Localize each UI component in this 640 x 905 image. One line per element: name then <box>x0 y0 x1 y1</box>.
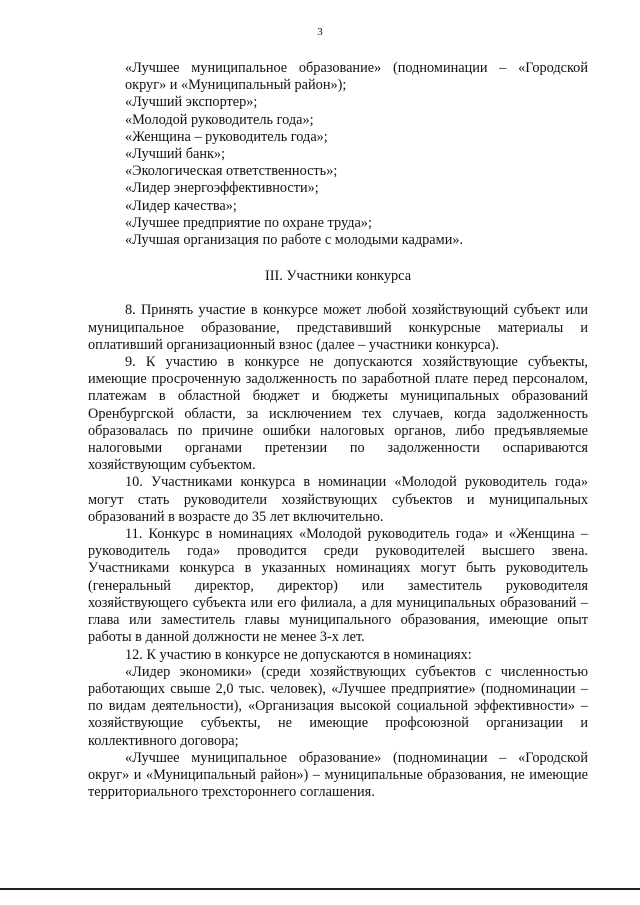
paragraph-10: 10. Участниками конкурса в номинации «Молодой руководитель года» могут стать руководители хозяйствующих субъектов и муниципальных образований в возрасте до 35 лет включительно. <box>88 474 588 525</box>
paragraph-11: 11. Конкурс в номинациях «Молодой руководитель года» и «Женщина – руководитель года» проводится среди руководителей высшего звена. Участниками конкурса в указанных номинациях могут быть руководитель (генеральный директор, директор) или заместитель руководителя хозяйствующего субъекта или его филиала, а для муниципальных образований – глава или заместитель главы муниципального образования, имеющие опыт работы в данной должности не менее 3-х лет. <box>88 526 588 646</box>
list-item: «Лучшая организация по работе с молодыми кадрами». <box>125 232 464 249</box>
list-item: «Лучший банк»; <box>125 146 226 163</box>
paragraph-12-item-2: «Лучшее муниципальное образование» (подноминации – «Городской округ» и «Муниципальный район») – муниципальные образования, не имеющие территориального трехстороннего соглашения. <box>88 749 588 801</box>
paragraph-9: 9. К участию в конкурсе не допускаются хозяйствующие субъекты, имеющие просроченную задолженность по заработной плате перед персоналом, платежам в областной бюджет и бюджеты муниципальных образований Оренбургской области, за исключением тех случаев, когда задолженность образовалась по причине ошибки налоговых органов, либо предъявляемые налоговыми органами претензии по задолженности оспариваются хозяйствующим субъектом. <box>88 354 588 474</box>
list-item: «Экологическая ответственность»; <box>125 163 338 180</box>
list-item: «Женщина – руководитель года»; <box>125 128 328 145</box>
list-item: «Лучший экспортер»; <box>125 94 258 111</box>
page-number: 3 <box>317 26 323 38</box>
section-heading: III. Участники конкурса <box>264 268 412 285</box>
paragraph-12-item-1: «Лидер экономики» (среди хозяйствующих субъектов с численностью работающих свыше 2,0 тыс. человек), «Лучшее предприятие» (подноминации – по видам деятельности), «Организация высокой социальной эффективности» – хозяйствующие субъекты, не имеющие профсоюзной организации и коллективного договора; <box>88 663 588 749</box>
list-item: «Лучшее муниципальное образование» (подноминации – «Городской округ» и «Муниципальный район»); <box>125 60 588 94</box>
page-bottom-rule <box>0 888 640 890</box>
list-item: «Молодой руководитель года»; <box>125 111 314 128</box>
list-item: «Лидер качества»; <box>125 197 237 214</box>
paragraph-12: 12. К участию в конкурсе не допускаются в номинациях: <box>125 646 472 663</box>
list-item: «Лидер энергоэффективности»; <box>125 180 319 197</box>
nomination-list <box>88 60 588 249</box>
paragraph-8: 8. Принять участие в конкурсе может любой хозяйствующий субъект или муниципальное образование, представивший конкурсные материалы и оплативший организационный взнос (далее – участники конкурса). <box>88 302 588 353</box>
document-body <box>88 60 588 801</box>
list-item: «Лучшее предприятие по охране труда»; <box>125 214 372 231</box>
